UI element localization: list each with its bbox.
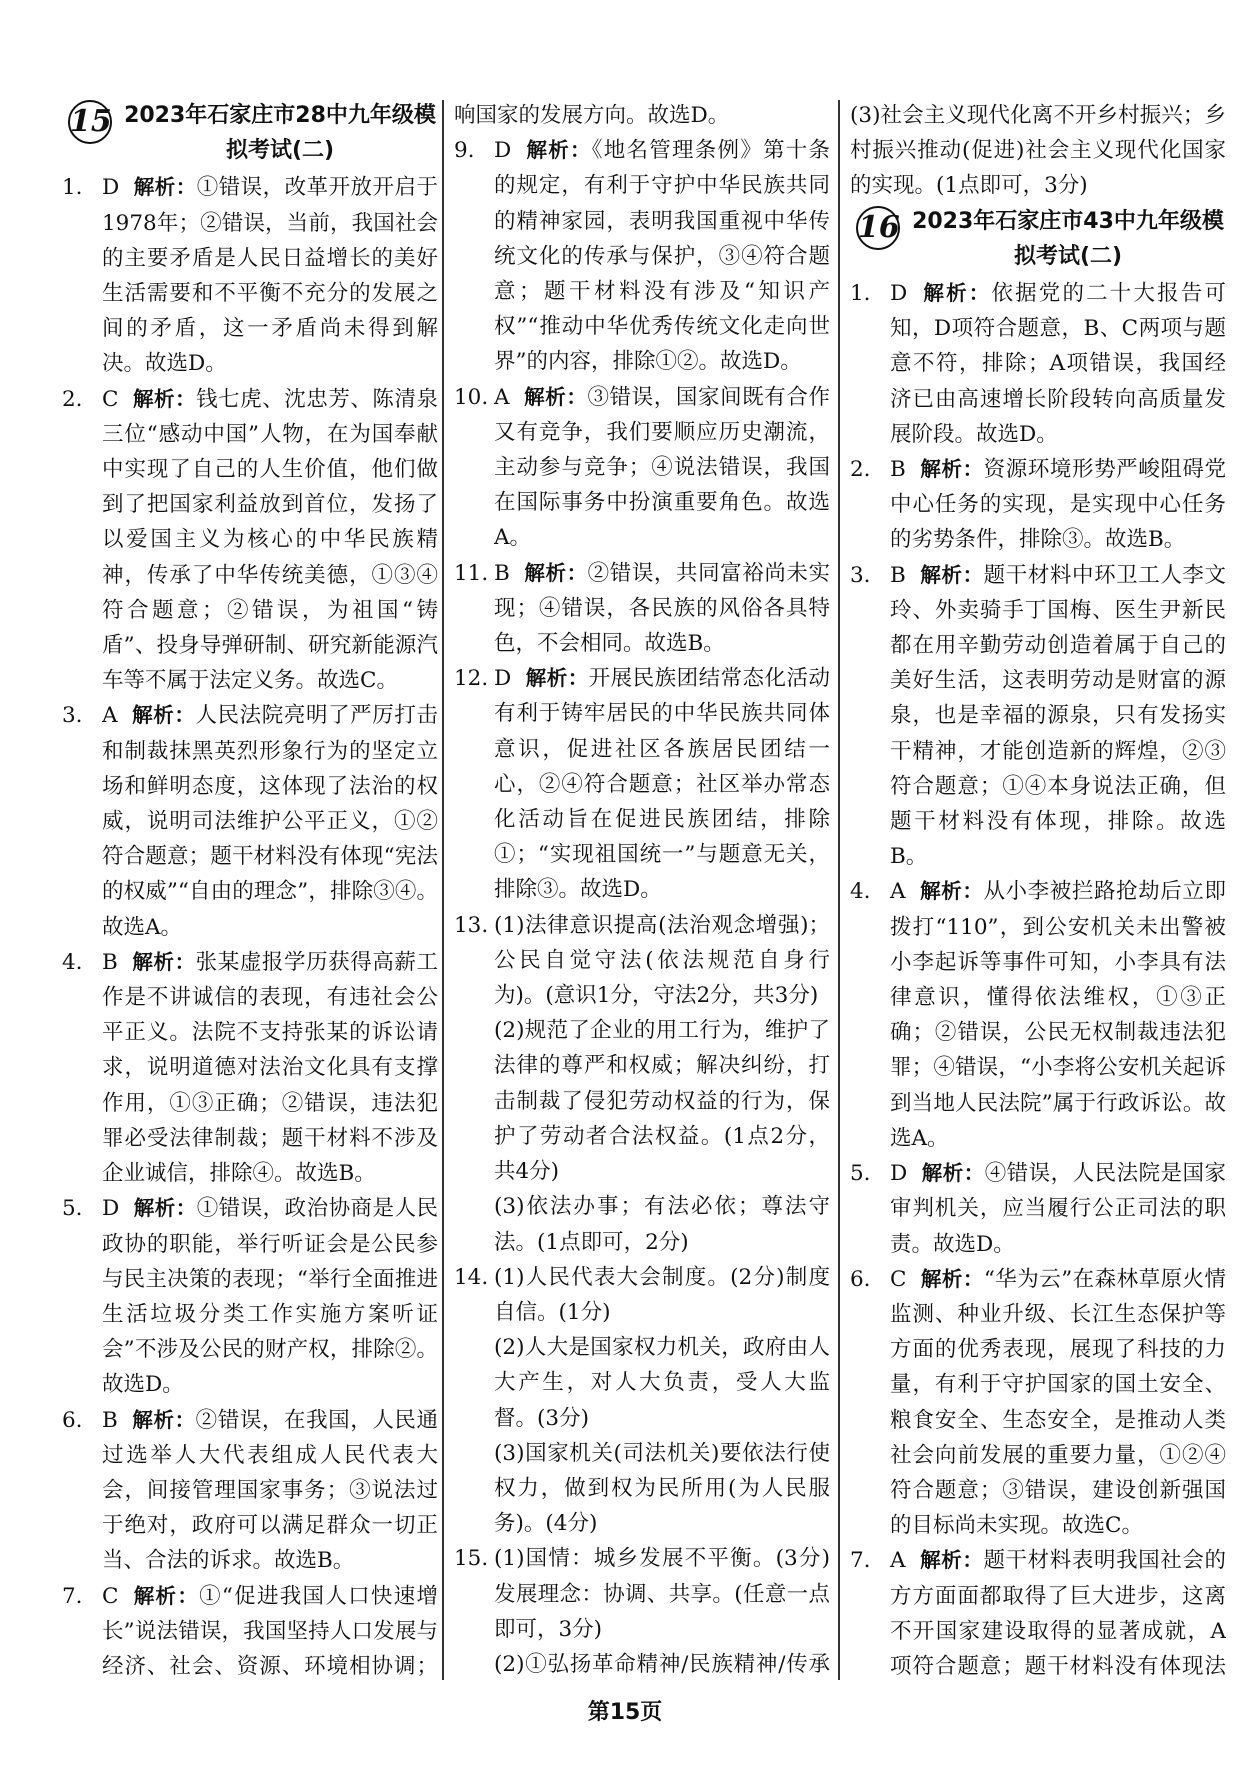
analysis-label: 解析： <box>131 1407 196 1432</box>
answer-text: 题干材料表明我国社会的方方面面都取得了巨大进步，这离不开国家建设取得的显著成就，A项符合题意；题干材料没有体现法 <box>890 1548 1226 1678</box>
answer-choice: B <box>890 457 906 483</box>
analysis-label: 解析： <box>525 138 592 163</box>
analysis-label: 解析： <box>525 666 589 691</box>
answer-choice: D <box>494 666 512 692</box>
answer-continuation: (3)依法办事；有法必依；尊法守法。(1点即可，2分) <box>494 1194 830 1255</box>
question-number: 5. <box>62 1196 83 1222</box>
analysis-label: 解析： <box>919 879 984 904</box>
answer-item <box>62 945 438 1191</box>
answer-choice: A <box>102 703 118 729</box>
answer-item <box>62 382 438 699</box>
question-number: 15. <box>454 1546 489 1572</box>
answer-text: 依据党的二十大报告可知，D项符合题意，B、C两项与题意不符，排除；A项错误，我国经济已由高速增长阶段转向高质量发展阶段。故选D。 <box>890 281 1226 447</box>
answer-choice: C <box>102 1583 119 1609</box>
answer-item <box>850 1262 1226 1544</box>
section-header <box>850 204 1226 274</box>
answer-text: “华为云”在森林草原火情监测、种业升级、长江生态保护等方面的优秀表现，展现了科技的力量，有利于守护国家的国土安全、粮食安全、生态安全，是推动人类社会向前发展的重要力量，①②④符合题意；③错误，建设创新强国的目标尚未实现。故选C。 <box>890 1266 1226 1539</box>
answer-item <box>454 1260 830 1330</box>
question-number: 2. <box>62 386 83 412</box>
answer-text: 人民法院亮明了严厉打击和制裁抹黑英烈形象行为的坚定立场和鲜明态度，这体现了法治的权威，说明司法维护公平正义，①②符合题意；题干材料没有体现“宪法的权威”“自由的理念”，排除③④。故选A。 <box>102 703 438 940</box>
answer-text: (1)法律意识提高(法治观念增强)；公民自觉守法(依法规范自身行为)。(意识1分，守法2分，共3分) <box>494 912 830 1009</box>
answer-continuation: (3)社会主义现代化离不开乡村振兴；乡村振兴推动(促进)社会主义现代化国家的实现。(1点即可，3分) <box>850 103 1226 199</box>
column-1 <box>62 98 438 1678</box>
answer-continuation: (2)人大是国家权力机关，政府由人大产生，对人大负责，受人大监督。(3分) <box>494 1335 830 1431</box>
answer-item <box>454 661 830 907</box>
analysis-label: 解析： <box>131 949 196 974</box>
answer-continuation: (2)规范了企业的用工行为，维护了法律的尊严和权威；解决纠纷，打击制裁了侵犯劳动权益的行为，保护了劳动者合法权益。(1点2分，共4分) <box>494 1018 830 1185</box>
section-number-badge: 15 <box>68 100 112 144</box>
answer-choice: A <box>890 1548 906 1574</box>
answer-text: (1)国情：城乡发展不平衡。(3分)发展理念：协调、共享。(任意一点即可，3分) <box>494 1546 830 1642</box>
answer-text: ①错误，改革开放开启于1978年；②错误，当前，我国社会的主要矛盾是人民日益增长的美好生活需要和不平衡不充分的发展之间的矛盾，这一矛盾尚未得到解决。故选D。 <box>102 175 438 377</box>
analysis-label: 解析： <box>132 386 197 411</box>
question-number: 3. <box>62 703 83 729</box>
answer-text: ①“促进我国人口快速增长”说法错误，我国坚持人口发展与经济、社会、资源、环境相协调； <box>102 1583 438 1678</box>
answer-item <box>62 1191 438 1402</box>
analysis-label: 解析： <box>919 562 984 587</box>
column-3 <box>850 98 1226 1678</box>
answer-choice: B <box>102 949 118 975</box>
answer-item <box>62 1403 438 1579</box>
question-number: 13. <box>454 912 489 938</box>
answer-choice: B <box>890 562 906 588</box>
answer-item <box>454 908 830 1014</box>
column-2 <box>454 98 830 1678</box>
answer-choice: D <box>102 1196 120 1222</box>
answer-item <box>454 380 830 556</box>
answer-choice: C <box>890 1266 907 1292</box>
answer-item <box>850 452 1226 558</box>
column-divider <box>838 100 840 1680</box>
question-number: 1. <box>62 175 83 201</box>
question-number: 3. <box>850 562 871 588</box>
question-number: 12. <box>454 666 489 692</box>
analysis-label: 解析： <box>133 1196 197 1221</box>
answer-item <box>850 1543 1226 1678</box>
answer-continuation: 响国家的发展方向。故选D。 <box>454 103 730 128</box>
answer-choice: D <box>890 281 908 307</box>
answer-item <box>454 556 830 662</box>
answer-continuation: (2)①弘扬革命精神/民族精神/传承 <box>494 1651 830 1677</box>
answer-continuation: (3)国家机关(司法机关)要依法行使权力，做到权为民所用(为人民服务)。(4分) <box>494 1440 830 1537</box>
question-number: 4. <box>62 949 83 975</box>
answer-item <box>62 170 438 381</box>
answer-item <box>454 1541 830 1647</box>
answer-choice: B <box>494 560 510 586</box>
section-header <box>62 98 438 168</box>
analysis-label: 解析： <box>921 281 992 306</box>
answer-item <box>454 133 830 379</box>
answer-text: ④错误，人民法院是国家审判机关，应当履行公正司法的职责。故选D。 <box>890 1161 1226 1257</box>
answer-text: 张某虚报学历获得高薪工作是不讲诚信的表现，有违社会公平正义。法院不支持张某的诉讼请求，说明道德对法治文化具有支撑作用，①③正确；②错误，违法犯罪必受法律制裁；题干材料不涉及企业诚信，排除④。故选B。 <box>102 949 438 1187</box>
question-number: 10. <box>454 384 489 410</box>
question-number: 2. <box>850 457 871 483</box>
question-number: 14. <box>454 1264 489 1290</box>
answer-text: ②错误，在我国，人民通过选举人大代表组成人民代表大会，间接管理国家事务；③说法过于绝对，政府可以满足群众一切正当、合法的诉求。故选B。 <box>102 1407 438 1574</box>
analysis-label: 解析： <box>921 1161 985 1186</box>
question-number: 6. <box>62 1407 83 1433</box>
question-number: 5. <box>850 1161 871 1187</box>
answer-text: (1)人民代表大会制度。(2分)制度自信。(1分) <box>494 1264 830 1325</box>
answer-text: ③错误，国家间既有合作又有竞争，我们要顺应历史潮流，主动参与竞争；④说法错误，我国在国际事务中扮演重要角色。故选A。 <box>494 384 830 551</box>
question-number: 9. <box>454 138 475 164</box>
answer-choice: D <box>102 175 120 201</box>
answer-text: 《地名管理条例》第十条的规定，有利于守护中华民族共同的精神家园，表明我国重视中华传统文化的传承与保护，③④符合题意；题干材料没有涉及“知识产权”“推动中华优秀传统文化走向世界”的内容，排除①②。故选D。 <box>494 138 830 375</box>
answer-choice: C <box>102 386 119 412</box>
answer-choice: D <box>494 138 512 164</box>
question-number: 7. <box>850 1548 871 1574</box>
answer-item <box>850 558 1226 875</box>
answer-choice: B <box>102 1407 118 1433</box>
answer-text: ②错误，共同富裕尚未实现；④错误，各民族的风俗各具特色，不会相同。故选B。 <box>494 560 830 657</box>
section-number-badge: 16 <box>856 206 900 250</box>
answer-item <box>62 1579 438 1678</box>
section-title: 2023年石家庄市43中九年级模拟考试(二) <box>912 208 1224 269</box>
answer-text: 开展民族团结常态化活动有利于铸牢居民的中华民族共同体意识，促进社区各族居民团结一心，②④符合题意；社区举办常态化活动旨在促进民族团结，排除①；“实现祖国统一”与题意无关，排除③。故选D。 <box>494 666 830 903</box>
analysis-label: 解析： <box>133 175 197 200</box>
analysis-label: 解析： <box>919 1548 984 1573</box>
answer-text: ①错误，政治协商是人民政协的职能，举行听证会是公民参与民主决策的表现；“举行全面推进生活垃圾分类工作实施方案听证会”不涉及公民的财产权，排除②。故选D。 <box>102 1196 438 1398</box>
answer-choice: A <box>494 384 510 410</box>
page-number: 第15页 <box>587 1700 663 1725</box>
analysis-label: 解析： <box>920 1266 984 1291</box>
answer-item <box>850 276 1226 452</box>
answer-text: 从小李被拦路抢劫后立即拨打“110”，到公安机关未出警被小李起诉等事件可知，小李具有法律意识，懂得依法维权，①③正确；②错误，公民无权制裁违法犯罪；④错误，“小李将公安机关起诉到当地人民法院”属于行政诉讼。故选A。 <box>890 879 1226 1151</box>
column-divider <box>442 100 444 1680</box>
question-number: 11. <box>454 560 489 586</box>
answer-text: 资源环境形势严峻阻碍党中心任务的实现，是实现中心任务的劣势条件，排除③。故选B。 <box>890 457 1226 553</box>
answer-text: 题干材料中环卫工人李文玲、外卖骑手丁国梅、医生尹新民都在用辛勤劳动创造着属于自己的美好生活，这表明劳动是财富的源泉，也是幸福的源泉，只有发扬实干精神，才能创造新的辉煌，②③符合题意；①④本身说法正确，但题干材料没有体现，排除。故选B。 <box>890 562 1226 870</box>
answer-item <box>850 874 1226 1156</box>
question-number: 7. <box>62 1583 83 1609</box>
analysis-label: 解析： <box>919 457 984 482</box>
answer-item <box>62 698 438 944</box>
answer-choice: D <box>890 1161 908 1187</box>
analysis-label: 解析： <box>132 1583 200 1608</box>
analysis-label: 解析： <box>523 560 588 585</box>
question-number: 6. <box>850 1266 871 1292</box>
question-number: 4. <box>850 879 871 905</box>
answer-choice: A <box>890 879 906 905</box>
section-title: 2023年石家庄市28中九年级模拟考试(二) <box>124 103 436 164</box>
answer-text: 钱七虎、沈忠芳、陈清泉三位“感动中国”人物，在为国奉献中实现了自己的人生价值，他们做到了把国家利益放到首位，发扬了以爱国主义为核心的中华民族精神，传承了中华传统美德，①③④符合题意；②错误，为祖国“铸盾”、投身导弹研制、研究新能源汽车等不属于法定义务。故选C。 <box>102 386 438 694</box>
question-number: 1. <box>850 281 871 307</box>
analysis-label: 解析： <box>523 384 588 409</box>
answer-item <box>850 1156 1226 1262</box>
analysis-label: 解析： <box>131 703 196 728</box>
